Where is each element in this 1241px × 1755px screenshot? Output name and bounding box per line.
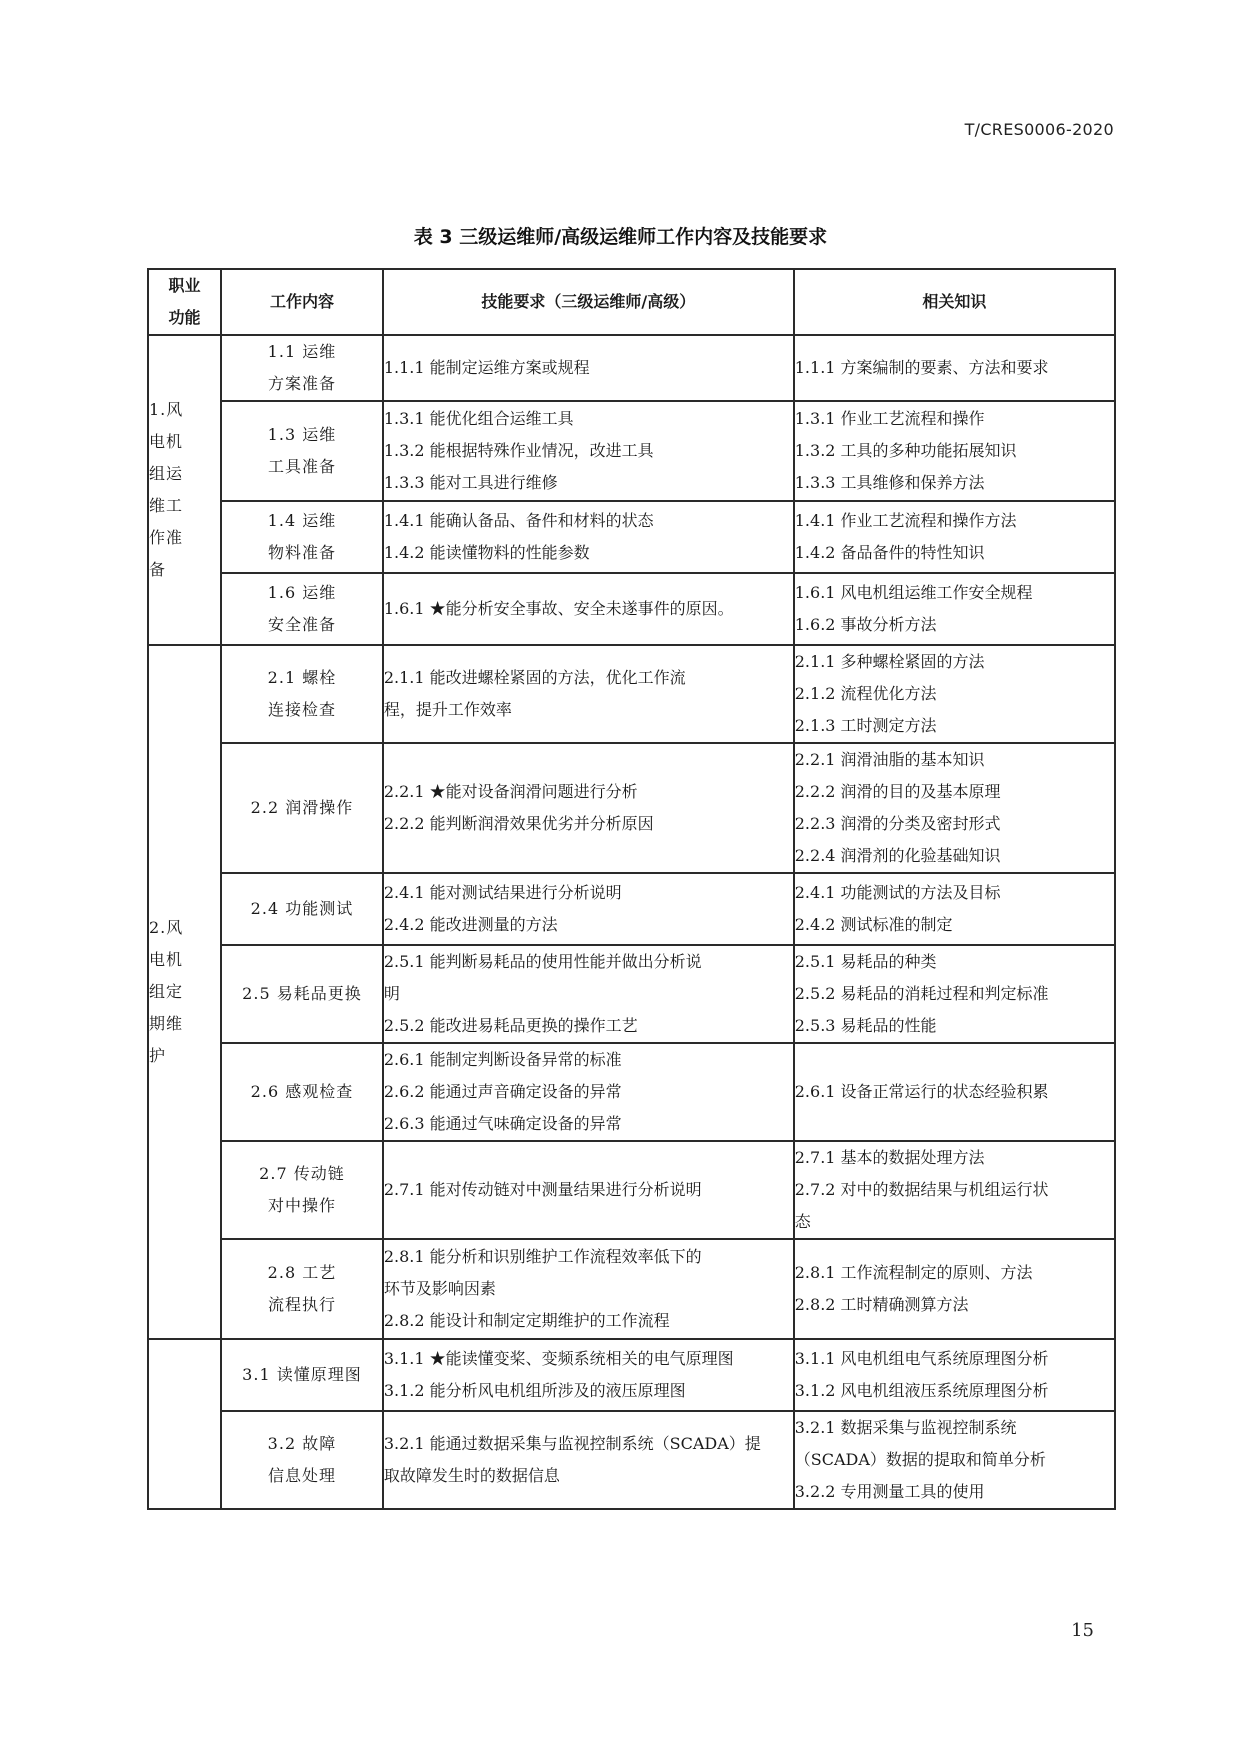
table-row (148, 573, 1115, 645)
related-knowledge-line: 2.1.1 多种螺栓紧固的方法 (794, 652, 985, 671)
skill-requirement-cell (383, 945, 794, 1043)
table-row (148, 945, 1115, 1043)
related-knowledge-line: （SCADA）数据的提取和简单分析 (794, 1450, 1046, 1469)
work-content-label: 2.4 功能测试 (250, 899, 354, 918)
related-knowledge-line: 1.3.3 工具维修和保养方法 (794, 473, 985, 492)
related-knowledge-line: 2.1.2 流程优化方法 (794, 684, 937, 703)
work-content-label: 1.4 运维 物料准备 (267, 511, 337, 562)
related-knowledge-cell (794, 501, 1115, 573)
related-knowledge-line: 2.5.2 易耗品的消耗过程和判定标准 (794, 984, 1049, 1003)
skill-requirement-line: 2.4.1 能对测试结果进行分析说明 (383, 883, 622, 902)
column-header-skills: 技能要求（三级运维师/高级） (383, 269, 794, 335)
related-knowledge-line: 1.6.1 风电机组运维工作安全规程 (794, 583, 1033, 602)
related-knowledge-line: 2.2.1 润滑油脂的基本知识 (794, 750, 985, 769)
work-content-cell (221, 573, 383, 645)
related-knowledge-line: 2.5.3 易耗品的性能 (794, 1016, 937, 1035)
skill-requirement-line: 2.7.1 能对传动链对中测量结果进行分析说明 (383, 1180, 702, 1199)
work-content-label: 2.6 感观检查 (250, 1082, 354, 1101)
skill-requirement-line: 2.5.2 能改进易耗品更换的操作工艺 (383, 1016, 638, 1035)
work-content-label: 1.6 运维 安全准备 (267, 583, 337, 634)
table-row (148, 1239, 1115, 1339)
document-code: T/CRES0006-2020 (964, 120, 1114, 139)
table-row (148, 335, 1115, 401)
skill-requirement-line: 取故障发生时的数据信息 (383, 1466, 560, 1485)
table-header-row (148, 269, 1115, 335)
work-content-cell (221, 1141, 383, 1239)
skill-requirement-line: 2.2.2 能判断润滑效果优劣并分析原因 (383, 814, 654, 833)
work-content-cell (221, 645, 383, 743)
skill-requirement-cell (383, 645, 794, 743)
work-content-label: 1.1 运维 方案准备 (267, 342, 337, 393)
skill-requirement-line: 2.6.2 能通过声音确定设备的异常 (383, 1082, 622, 1101)
column-header-knowledge: 相关知识 (794, 269, 1115, 335)
skill-requirement-cell (383, 501, 794, 573)
related-knowledge-line: 1.6.2 事故分析方法 (794, 615, 937, 634)
work-content-cell (221, 1339, 383, 1411)
table-title: 表 3 三级运维师/高级运维师工作内容及技能要求 (413, 226, 828, 248)
table-row (148, 401, 1115, 501)
skill-requirement-line: 2.8.2 能设计和制定定期维护的工作流程 (383, 1311, 670, 1330)
skill-requirement-line: 1.3.2 能根据特殊作业情况，改进工具 (383, 441, 654, 460)
related-knowledge-line: 2.7.2 对中的数据结果与机组运行状 (794, 1180, 1049, 1199)
skill-requirement-line: 2.6.1 能制定判断设备异常的标准 (383, 1050, 622, 1069)
related-knowledge-line: 1.3.1 作业工艺流程和操作 (794, 409, 985, 428)
related-knowledge-cell (794, 401, 1115, 501)
skill-requirement-cell (383, 1239, 794, 1339)
skill-requirement-line: 2.5.1 能判断易耗品的使用性能并做出分析说 (383, 952, 702, 971)
work-content-label: 2.1 螺栓 连接检查 (267, 668, 337, 719)
related-knowledge-cell (794, 873, 1115, 945)
skill-requirement-line: 3.1.1 ★能读懂变桨、变频系统相关的电气原理图 (383, 1349, 734, 1368)
related-knowledge-line: 态 (794, 1212, 811, 1231)
skill-requirement-line: 1.4.1 能确认备品、备件和材料的状态 (383, 511, 654, 530)
column-header-function: 职业 功能 (148, 269, 221, 335)
table-body (148, 335, 1115, 1509)
skill-requirement-cell (383, 401, 794, 501)
table-row (148, 1043, 1115, 1141)
function-label: 1.风 电机 组运 维工 作准 备 (149, 400, 184, 579)
work-content-cell (221, 335, 383, 401)
related-knowledge-line: 1.4.2 备品备件的特性知识 (794, 543, 985, 562)
function-cell (148, 645, 221, 1339)
related-knowledge-line: 3.1.2 风电机组液压系统原理图分析 (794, 1381, 1049, 1400)
related-knowledge-cell (794, 1411, 1115, 1509)
skill-requirement-line: 1.6.1 ★能分析安全事故、安全未遂事件的原因。 (383, 599, 734, 618)
related-knowledge-cell (794, 573, 1115, 645)
related-knowledge-cell (794, 1239, 1115, 1339)
table-row (148, 645, 1115, 743)
skill-requirement-line: 3.1.2 能分析风电机组所涉及的液压原理图 (383, 1381, 686, 1400)
related-knowledge-line: 2.4.2 测试标准的制定 (794, 915, 953, 934)
skill-requirement-cell (383, 873, 794, 945)
work-content-cell (221, 401, 383, 501)
skill-requirement-cell (383, 335, 794, 401)
work-content-label: 2.8 工艺 流程执行 (267, 1263, 337, 1314)
table-row (148, 743, 1115, 873)
skill-requirement-line: 2.2.1 ★能对设备润滑问题进行分析 (383, 782, 638, 801)
related-knowledge-cell (794, 335, 1115, 401)
related-knowledge-line: 1.4.1 作业工艺流程和操作方法 (794, 511, 1017, 530)
skill-requirement-line: 3.2.1 能通过数据采集与监视控制系统（SCADA）提 (383, 1434, 761, 1453)
column-header-work: 工作内容 (221, 269, 383, 335)
skill-requirement-line: 环节及影响因素 (383, 1279, 496, 1298)
related-knowledge-cell (794, 645, 1115, 743)
work-content-label: 3.1 读懂原理图 (242, 1365, 362, 1384)
related-knowledge-line: 2.4.1 功能测试的方法及目标 (794, 883, 1001, 902)
related-knowledge-cell (794, 945, 1115, 1043)
related-knowledge-line: 2.2.3 润滑的分类及密封形式 (794, 814, 1001, 833)
table-row (148, 1411, 1115, 1509)
related-knowledge-line: 3.2.1 数据采集与监视控制系统 (794, 1418, 1017, 1437)
skill-requirement-line: 2.4.2 能改进测量的方法 (383, 915, 558, 934)
skill-requirement-line: 1.3.3 能对工具进行维修 (383, 473, 558, 492)
related-knowledge-line: 3.2.2 专用测量工具的使用 (794, 1482, 985, 1501)
page-number: 15 (1071, 1620, 1094, 1641)
related-knowledge-line: 2.7.1 基本的数据处理方法 (794, 1148, 985, 1167)
work-content-label: 2.5 易耗品更换 (242, 984, 362, 1003)
skills-table (147, 268, 1116, 1510)
skill-requirement-cell (383, 1339, 794, 1411)
related-knowledge-line: 2.2.4 润滑剂的化验基础知识 (794, 846, 1001, 865)
table-row (148, 873, 1115, 945)
function-cell (148, 335, 221, 645)
work-content-label: 3.2 故障 信息处理 (267, 1434, 337, 1485)
skill-requirement-line: 明 (383, 984, 400, 1003)
skill-requirement-line: 2.8.1 能分析和识别维护工作流程效率低下的 (383, 1247, 702, 1266)
table-row (148, 1141, 1115, 1239)
related-knowledge-line: 2.6.1 设备正常运行的状态经验积累 (794, 1082, 1049, 1101)
function-cell (148, 1339, 221, 1509)
skill-requirement-cell (383, 1411, 794, 1509)
skill-requirement-line: 2.1.1 能改进螺栓紧固的方法，优化工作流 (383, 668, 686, 687)
related-knowledge-line: 3.1.1 风电机组电气系统原理图分析 (794, 1349, 1049, 1368)
related-knowledge-cell (794, 1339, 1115, 1411)
work-content-cell (221, 945, 383, 1043)
skill-requirement-cell (383, 1043, 794, 1141)
work-content-cell (221, 1043, 383, 1141)
skill-requirement-line: 1.1.1 能制定运维方案或规程 (383, 358, 590, 377)
related-knowledge-line: 2.8.1 工作流程制定的原则、方法 (794, 1263, 1033, 1282)
skill-requirement-line: 1.3.1 能优化组合运维工具 (383, 409, 574, 428)
skill-requirement-line: 1.4.2 能读懂物料的性能参数 (383, 543, 590, 562)
related-knowledge-line: 2.1.3 工时测定方法 (794, 716, 937, 735)
work-content-cell (221, 1411, 383, 1509)
work-content-label: 2.7 传动链 对中操作 (259, 1164, 345, 1215)
table-row (148, 501, 1115, 573)
related-knowledge-line: 1.1.1 方案编制的要素、方法和要求 (794, 358, 1049, 377)
related-knowledge-line: 2.2.2 润滑的目的及基本原理 (794, 782, 1001, 801)
related-knowledge-line: 2.8.2 工时精确测算方法 (794, 1295, 969, 1314)
related-knowledge-cell (794, 1141, 1115, 1239)
related-knowledge-cell (794, 743, 1115, 873)
skill-requirement-cell (383, 1141, 794, 1239)
work-content-cell (221, 873, 383, 945)
skill-requirement-cell (383, 743, 794, 873)
work-content-cell (221, 743, 383, 873)
work-content-label: 2.2 润滑操作 (250, 798, 354, 817)
related-knowledge-line: 2.5.1 易耗品的种类 (794, 952, 937, 971)
function-label: 2.风 电机 组定 期维 护 (149, 918, 184, 1065)
related-knowledge-cell (794, 1043, 1115, 1141)
skill-requirement-line: 程，提升工作效率 (383, 700, 512, 719)
related-knowledge-line: 1.3.2 工具的多种功能拓展知识 (794, 441, 1017, 460)
skill-requirement-line: 2.6.3 能通过气味确定设备的异常 (383, 1114, 622, 1133)
skill-requirement-cell (383, 573, 794, 645)
work-content-cell (221, 1239, 383, 1339)
work-content-label: 1.3 运维 工具准备 (267, 425, 337, 476)
table-row (148, 1339, 1115, 1411)
work-content-cell (221, 501, 383, 573)
